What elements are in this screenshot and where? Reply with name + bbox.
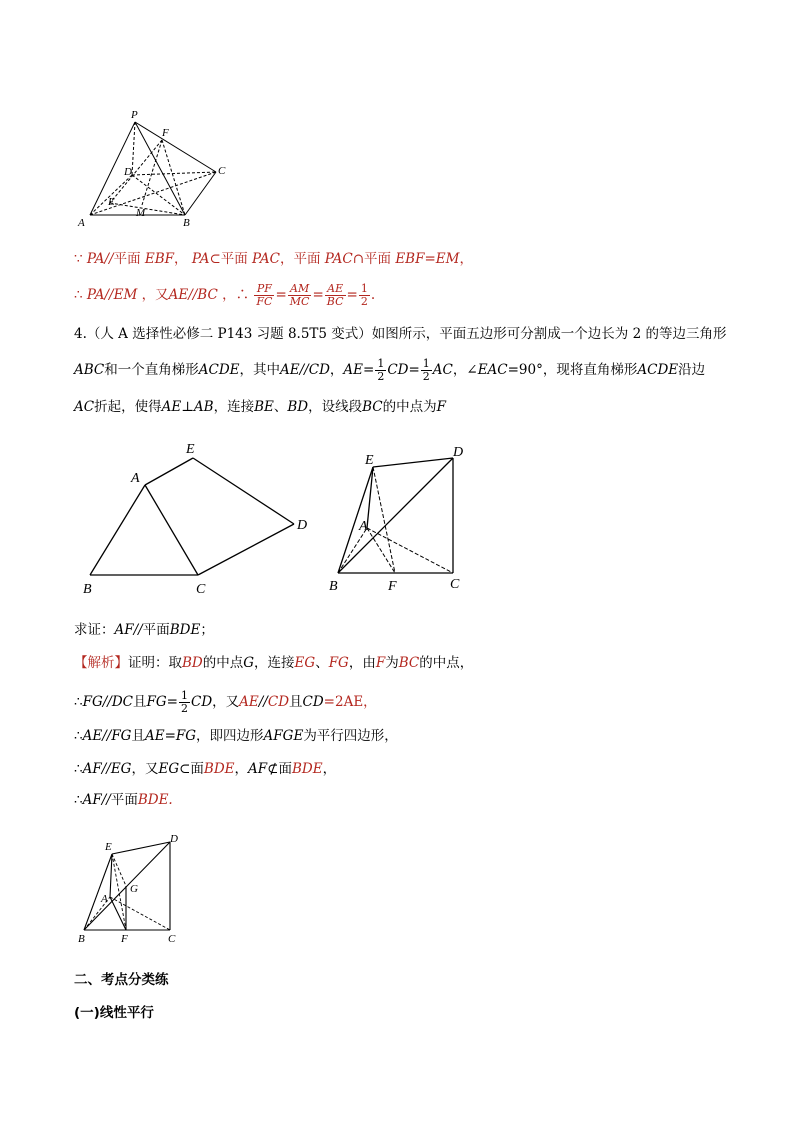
label-C: C [450, 577, 460, 592]
label-F: F [162, 127, 169, 139]
label-C: C [196, 582, 206, 597]
subsection-title: (一)线性平行 [74, 1005, 154, 1021]
problem-line-1: 4.（人 A 选择性必修二 P143 习题 8.5T5 变式）如图所示，平面五边形可分割成一个边长为 2 的等边三角形 [74, 326, 727, 342]
solution-line-4: ∴AF//EG，又EG⊂面BDE，AF⊄面BDE， [74, 761, 337, 777]
label-B: B [83, 582, 92, 597]
solution-tag: 【解析】 [74, 655, 128, 671]
section-title: 二、考点分类练 [74, 972, 169, 988]
label-B: B [78, 933, 85, 945]
label-D: D [453, 445, 464, 460]
label-M: M [136, 207, 146, 219]
label-E: E [108, 196, 115, 208]
label-A: A [359, 519, 368, 534]
label-C: C [218, 165, 226, 177]
label-D: D [297, 518, 308, 533]
label-F: F [121, 933, 128, 945]
label-E: E [105, 841, 112, 853]
label-E: E [186, 442, 195, 457]
label-F: F [388, 579, 397, 594]
pentagon-figure [78, 435, 318, 600]
label-B: B [183, 217, 190, 229]
reason-line-1: ∵ PA//平面 EBF， PA⊂平面 PAC，平面 PAC∩平面 EBF=EM， [74, 251, 473, 267]
solution-line-5: ∴AF//平面BDE. [74, 792, 173, 808]
solution-line-2: ∴FG//DC且FG= $\frac{1}{2}$ CD，又AE//CD且CD=2AE， [74, 689, 377, 715]
label-D: D [170, 833, 178, 845]
label-E: E [365, 453, 374, 468]
solution-figure [74, 830, 189, 945]
label-C: C [168, 933, 176, 945]
label-P: P [131, 109, 138, 121]
reason-line-2: ∴ PA//EM ，又AE//BC ，∴ $\frac{PF}{FC}$ = $\frac{AM}{MC}$ = $\frac{AE}{BC}$ = $\frac{1}{2}$ . [74, 282, 376, 308]
label-A: A [101, 893, 108, 905]
problem-line-3: AC折起，使得AE⊥AB，连接BE、BD，设线段BC的中点为F [74, 399, 446, 415]
label-G: G [130, 883, 138, 895]
folded-solid-figure [325, 440, 475, 595]
prove-line: 求证：AF//平面BDE； [74, 622, 214, 638]
pyramid-figure [70, 105, 240, 230]
solution-line-3: ∴AE//FG且AE=FG，即四边形AFGE为平行四边形， [74, 728, 398, 744]
solution-line-1: 【解析】证明：取BD的中点G，连接EG、FG，由F为BC的中点， [74, 655, 474, 671]
label-D: D [124, 166, 132, 178]
problem-line-2: ABC和一个直角梯形ACDE，其中AE//CD，AE= $\frac{1}{2}$ CD= $\frac{1}{2}$ AC，∠EAC=90°，现将直角梯形ACDE沿边 [74, 357, 706, 383]
label-A: A [78, 217, 85, 229]
label-B: B [329, 579, 338, 594]
label-A: A [131, 471, 140, 486]
